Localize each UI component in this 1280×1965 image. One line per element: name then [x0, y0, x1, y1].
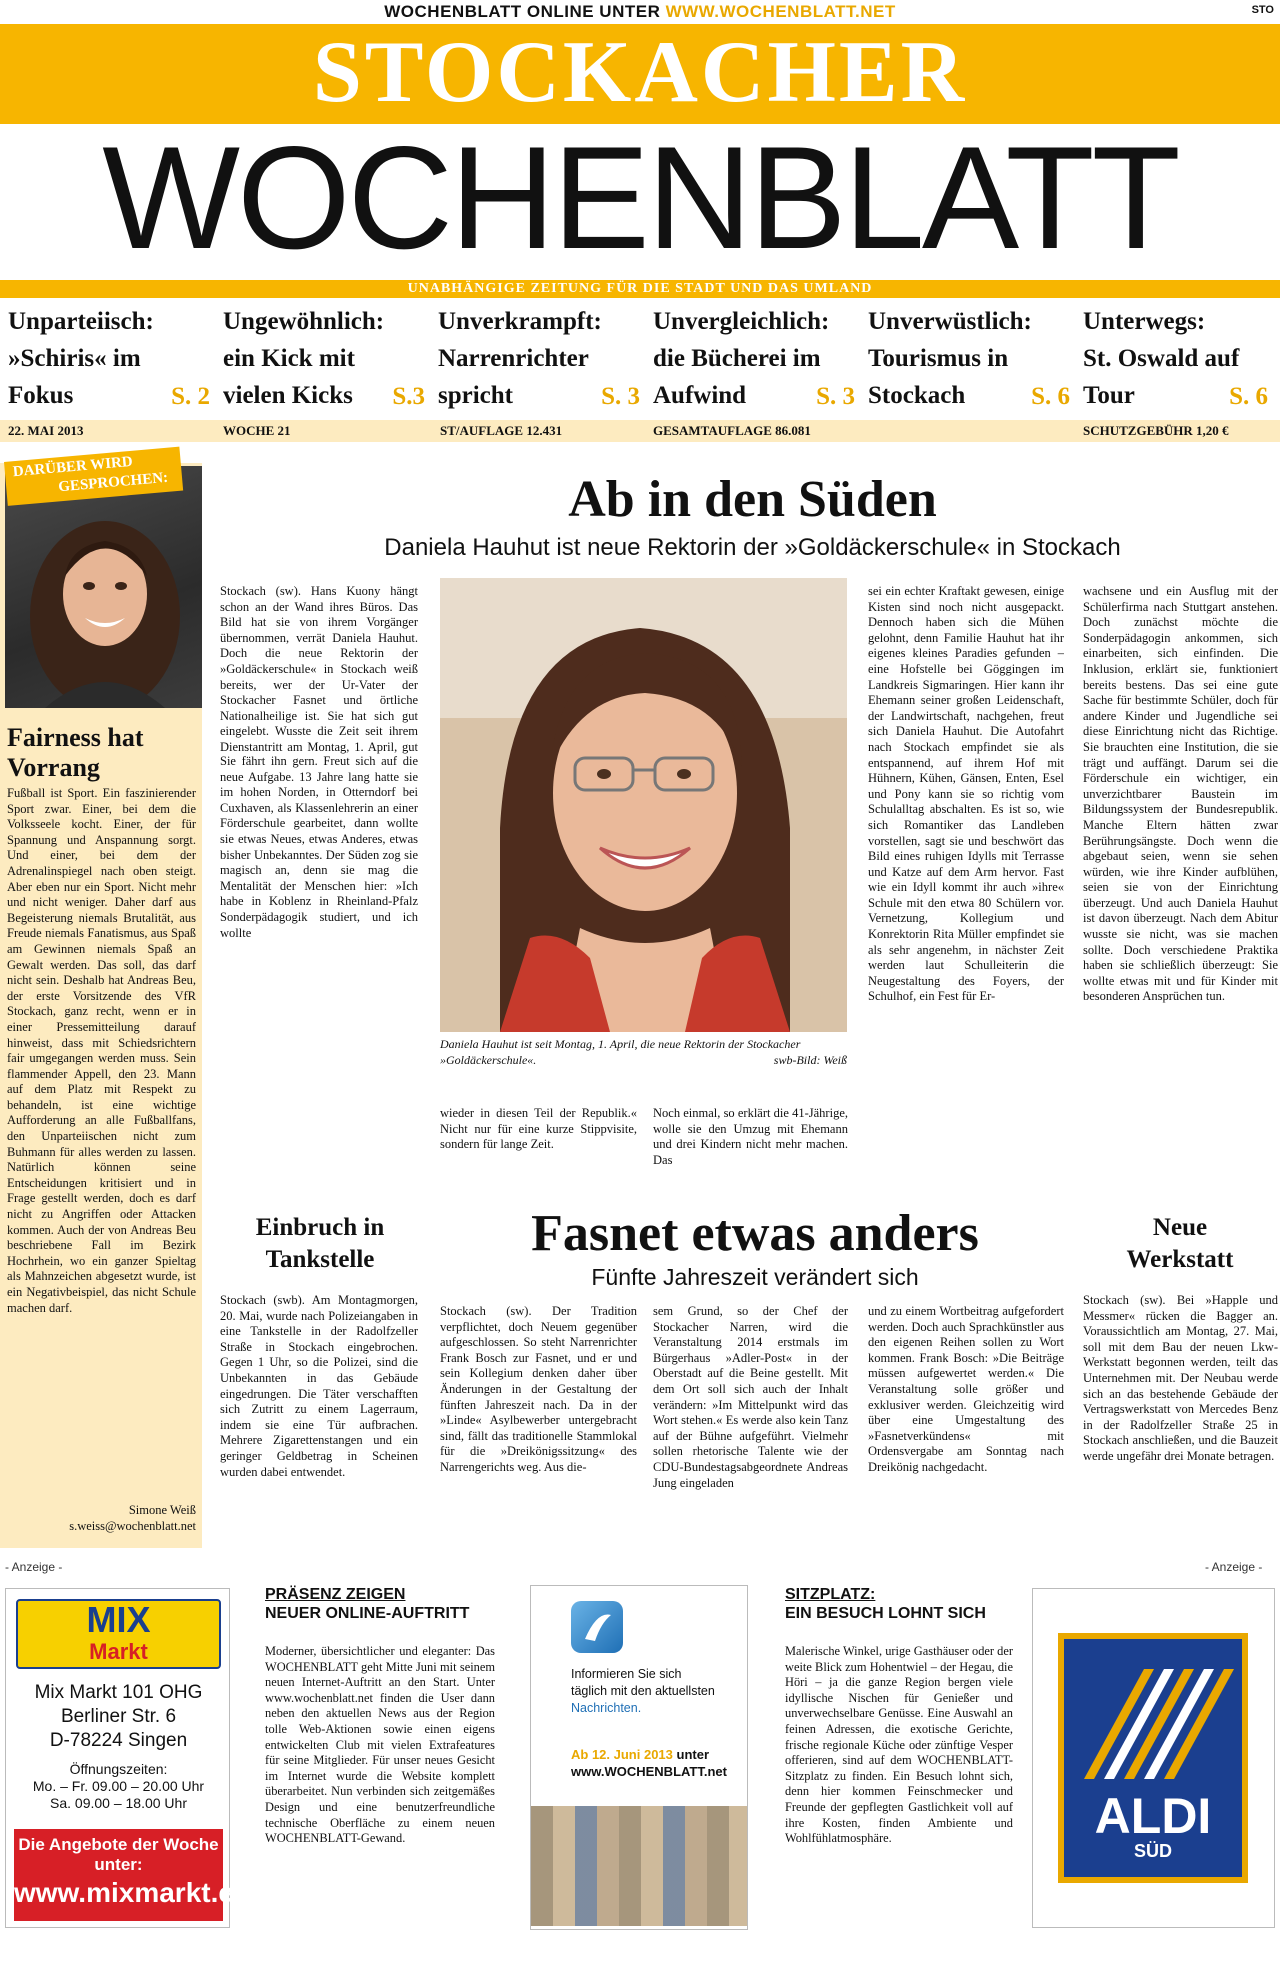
seat-kicker: SITZPLATZ:: [785, 1586, 876, 1603]
mixmarkt-logo-text: MIX: [86, 1599, 151, 1640]
mixmarkt-city: D-78224 Singen: [49, 1730, 188, 1751]
workshop-body: Stockach (sw). Bei »Happle und Messmer« rücken die Bagger an. Voraussichtlich am Montag, 27. Mai, soll mit dem Bau der neuen Lkw-Werkstatt begonnen werden, teilt das Unternehmen mit. Der Neubau werde sich an das bestehende Gebäude der Vertragswerkstatt von Mercedes Benz in der Radolfzeller Straße 25 in Stockach anschließen, und die Bauzeit werde ungefähr drei Monate betragen.: [1083, 1293, 1278, 1463]
teaser-line: Unverwüstlich:: [868, 308, 1032, 335]
mixmarkt-logo-sub: Markt: [89, 1639, 148, 1664]
lead-col2: wieder in diesen Teil der Republik.« Nicht nur für eine kurze Stippvisite, sondern für lange Zeit.: [440, 1106, 637, 1152]
tagline: UNABHÄNGIGE ZEITUNG FÜR DIE STADT UND DAS UMLAND: [407, 281, 873, 296]
teaser-line: Fokus: [8, 382, 74, 409]
issue-circulation: ST/AUFLAGE 12.431: [440, 423, 563, 438]
teaser-line: Aufwind: [653, 382, 747, 409]
issue-date: 22. MAI 2013: [8, 423, 84, 438]
teaser-1[interactable]: [8, 303, 220, 415]
seat-body: Malerische Winkel, urige Gasthäuser oder der weite Blick zum Hohentwiel – der Hegau, die Höri – ja die ganze Region bergen viele idyllische Nischen für Genießer und unverwechselbare Genüsse. Eine Auswahl an feinen Adressen, die exotische Gerichte, frische regionale Küche oder zünftige Vesper offerieren, sind auf dem WOCHENBLATT-Sitzplatz zu finden. Ein Besuch lohnt sich, denn hier kommen Feinschmecker und Freunde der gepflegten Gastlichkeit voll auf ihre Kosten, finden Ambiente und Wohlfühlatmosphäre.: [785, 1644, 1013, 1846]
teaser-page: S. 3: [601, 383, 640, 410]
issue-total-circulation: GESAMTAUFLAGE 86.081: [653, 423, 811, 438]
mixmarkt-url-link[interactable]: www.mixmarkt.eu: [14, 1877, 252, 1908]
wochenblatt-promo[interactable]: [530, 1585, 748, 1930]
teaser-line: St. Oswald auf: [1083, 345, 1240, 372]
column-email-link[interactable]: s.weiss@wochenblatt.net: [69, 1519, 196, 1533]
teaser-line: »Schiris« im: [8, 345, 141, 372]
lead-photo: [440, 578, 847, 1032]
mixmarkt-logo: [16, 1599, 221, 1669]
teaser-page: S. 3: [816, 383, 855, 410]
fasnet-subhead: Fünfte Jahreszeit verändert sich: [591, 1264, 919, 1290]
teaser-4[interactable]: [653, 303, 865, 415]
online-heading: [265, 1585, 515, 1623]
mixmarkt-hours-title: Öffnungszeiten:: [69, 1761, 168, 1777]
lead-col3: Noch einmal, so erklärt die 41-Jährige, wolle sie den Umzug mit Ehemann und drei Kindern nicht mehr machen. Das: [653, 1106, 848, 1167]
photo-credit: swb-Bild: Weiß: [773, 1053, 847, 1067]
app-icon: [571, 1601, 623, 1653]
kicker-line: GESPROCHEN:: [57, 469, 169, 496]
teaser-page: S.3: [392, 383, 425, 410]
fasnet-col3: und zu einem Wortbeitrag aufgefordert werden. Doch auch Sprachkünstler aus den eigenen Reihen sollen zu Wort kommen. Frank Bosch: »Die Beiträge müssen aufgewertet werden.« Die Veranstaltung solle größer und exklusiver werden. Gleichzeitig wird über eine Umgestaltung des »Fasnetverkündens« mit Ordensvergabe am Sonntag nach Dreikönig nachgedacht.: [868, 1304, 1064, 1474]
teaser-line: die Bücherei im: [653, 345, 821, 372]
issue-info-bar: [0, 420, 1280, 442]
promo-line: Nachrichten.: [571, 1701, 642, 1715]
fasnet-col1: Stockach (sw). Der Tradition verpflichtet, doch Neuem gegenüber aufgeschlossen. So steht Narrenrichter Frank Bosch zur Fasnet, und er und sein Kollegium denken daher über Änderungen in der Gestaltung der fünften Jahreszeit nach. Da in der »Linde« Asylbewerber untergebracht sind, fällt das traditionelle Stammlokal für die »Dreikönigssitzung« des Narrengerichts weg. Aus die-: [440, 1304, 637, 1474]
online-kicker: PRÄSENZ ZEIGEN: [265, 1586, 406, 1603]
masthead-top-text: WOCHENBLATT ONLINE UNTER: [384, 2, 661, 21]
burglary-title-line: Tankstelle: [265, 1246, 375, 1273]
lead-caption: [440, 1036, 847, 1068]
burglary-title-line: Einbruch in: [255, 1214, 385, 1241]
column-title-line: Vorrang: [7, 753, 100, 782]
promo-text: [571, 1666, 741, 1717]
lead-col1b: Sie fährt ihn gern. Freut sich auf die neue Aufgabe. 13 Jahre lang hatte sie im hohen Norden, in Otterndorf bei Cuxhaven, als Klassenlehrerin an einer Förderschule gearbeitet, dann wollte sie etwas Neues, etwas Anderes, etwas bisher Unbekanntes. Der Süden zog sie magisch an, denn sie mag die Mentalität der Menschen hier: »Ich habe in Koblenz in Rheinland-Pfalz Sonderpädagogik studiert, und ich wollte: [220, 754, 418, 940]
mixmarkt-offer-line: Die Angebote der Woche: [18, 1835, 219, 1854]
fasnet-col2: sem Grund, so der Chef der Stockacher Narren, wird die Veranstaltung 2014 erstmals im Bürgerhaus »Adler-Post« in der Oberstadt auf die Beine gestellt. Mit dem Ort soll sich auch der Inhalt verändern: »Im Mittelpunkt wird das Wort stehen.« Es werde also kein Tanz auf der Bühne aufgeführt. Vielmehr sollen rhetorische Talente wie der CDU-Bundestagsabgeordnete Andreas Jung eingeladen: [653, 1304, 848, 1490]
lead-col5: wachsene und ein Ausflug mit der Schülerfirma nach Stuttgart anstehen. Doch zunächst möchte die Sonderpädagogin ankommen, sich einarbeiten, sich einfinden. Die Inklusion, erklärt sie, funktioniert bereits bestens. Das sei eine gute Sache für bestimmte Schüler, doch für andere Kinder und Jugendliche sei diese Einrichtung nicht das Richtige. Sie brauchten eine Institution, die sie trägt und auffängt. Darum sei die Förderschule ein wichtiger, ein unverzichtbarer Baustein im Bildungssystem der Bundesrepublik. Manche Eltern hätten zwar Berührungsängste. Doch wenn die abgebaut seien, wenn sie sehen würden, wie ihre Kinder aufblühen, seien sie von der Einrichtung überzeugt. Und auch Daniela Hauhut ist davon überzeugt. Nach dem Abitur wusste sie nicht, was sie machen sollte. Doch verschiedene Praktika haben sie schließlich überzeugt: Sie wollte etwas mit und für Kinder mit besonderen Ansprüchen tun.: [1083, 584, 1278, 1004]
column-body: Fußball ist Sport. Ein faszinierender Sport zwar. Einer, bei dem die Volksseele kocht. Einer, der für Spannung und Anspannung sorgt. Und einer, bei dem der Adrenalinspiegel nach oben steigt. Aber eben nur ein Sport. Nicht mehr und nicht weniger. Daher darf aus Begeisterung niemals Brutalität, aus Freude niemals Fanatismus, aus Spaß am Gewinnen niemals Spaß an Gewalt werden. Das soll, das darf nicht sein. Deshalb hat Andreas Beu, der erste Vorsitzende des VfR Stockach, ganz recht, wenn er in einer Pressemitteilung darauf hinweist, dass mit Schiedsrichtern fair umgegangen werden muss. Sein flammender Appell, den 23. Mann auf dem Platz mit Respekt zu behandeln, ist eine wichtige Aufforderung an alle Fußballfans, den Unparteiischen nicht zum Buhmann für alles werden zu lassen. Natürlich können seine Entscheidungen kritisiert und in Frage gestellt werden, doch es darf nicht zu Angriffen oder Attacken kommen. Auch der von Andreas Beu beschriebene Fall im Bezirk Hochrhein, wo ein ganzer Spieltag als Mahnzeichen abgesetzt wurde, ist ein Negativbeispiel, das nicht Schule machen darf.: [7, 786, 196, 1315]
column-title: [7, 723, 197, 783]
mixmarkt-street: Berliner Str. 6: [60, 1706, 177, 1727]
aldi-ad[interactable]: [1032, 1588, 1275, 1928]
aldi-sub: SÜD: [1133, 1841, 1172, 1861]
promo-under: unter: [676, 1747, 710, 1762]
teaser-5[interactable]: [868, 303, 1080, 415]
aldi-logo: [1058, 1633, 1248, 1883]
ad-label-right: - Anzeige -: [1205, 1560, 1263, 1574]
column-title-line: Fairness hat: [7, 723, 144, 752]
teaser-3[interactable]: [438, 303, 650, 415]
promo-url-link[interactable]: www.WOCHENBLATT.net: [571, 1764, 727, 1779]
teaser-line: Unterwegs:: [1083, 308, 1206, 335]
promo-line: Informieren Sie sich: [571, 1667, 682, 1681]
lead-col4: sei ein echter Kraftakt gewesen, einige Kisten sind noch nicht ausgepackt. Dennoch haben sich die Mühen gelohnt, denn Familie Hauhut hat ihr eigenes kleines Paradies gefunden – eine Hofstelle bei Göggingen im Landkreis Sigmaringen. Hier kann ihr Ehemann seiner großen Leidenschaft, der Landwirtschaft, nachgehen, freut sich Daniela Hauhut. Die Autofahrt nach Stockach empfindet sie als entspannend, auf ihrem Hof mit Hühnern, Kühen, Gänsen, Enten, Esel und Pony kann sie so richtig vom Schulalltag abschalten. Es ist so, wie sich Romantiker das Landleben vorstellen, sagt sie und beschwört das Bild eines ruhigen Idylls mit Terrasse und Katze auf dem Arm hervor. Fast wie ein Idyll kommt ihr auch »ihre« Schule mit den etwa 80 Schülern vor. Vernetzung, Kollegium und Konrektorin Rita Müller empfindet sie als sehr angenehm, in nächster Zeit werden laut Schulleiterin die Neugestaltung des Foyers, der Schulhof, ein Fest für Er-: [868, 584, 1064, 1004]
lead-subhead: Daniela Hauhut ist neue Rektorin der »Goldäckerschule« in Stockach: [384, 534, 1121, 561]
teaser-page: S. 2: [171, 383, 210, 410]
issue-week: WOCHE 21: [223, 423, 291, 438]
aldi-name: ALDI: [1094, 1788, 1212, 1844]
masthead-url-link[interactable]: WWW.WOCHENBLATT.NET: [665, 2, 896, 21]
issue-fee: SCHUTZGEBÜHR 1,20 €: [1083, 423, 1229, 438]
fasnet-headline: Fasnet etwas anders: [531, 1205, 979, 1262]
mixmarkt-offer-line: unter:: [94, 1855, 143, 1874]
teaser-line: Tour: [1083, 382, 1135, 409]
kicker-line: DARÜBER WIRD: [12, 453, 134, 481]
rector-portrait-icon: [440, 578, 847, 1032]
teaser-page: S. 6: [1229, 383, 1268, 410]
workshop-title-line: Werkstatt: [1126, 1246, 1234, 1273]
column-signature: [7, 1502, 196, 1534]
mixmarkt-hours-weekday: Mo. – Fr. 09.00 – 20.00 Uhr: [32, 1778, 205, 1794]
burglary-body: Stockach (swb). Am Montagmorgen, 20. Mai, wurde nach Polizeiangaben in eine Tankstelle in der Radolfzeller Straße in Stockach eingebrochen. Gegen 1 Uhr, so die Polizei, sind die Unbekannten in das Gebäude eingedrungen. Die Täter verschafften sich Zutritt zu einem Lagerraum, indem sie eine Tür aufbrachen. Mehrere Zigarettenstangen und ein geringer Geldbetrag in Scheinen wurden dabei entwendet.: [220, 1293, 418, 1479]
ad-label-left: - Anzeige -: [5, 1560, 63, 1574]
lead-headline: Ab in den Süden: [568, 471, 937, 528]
teaser-line: ein Kick mit: [223, 345, 355, 372]
online-title: NEUER ONLINE-AUFTRITT: [265, 1605, 470, 1622]
seat-title: EIN BESUCH LOHNT SICH: [785, 1605, 986, 1622]
mixmarkt-hours-saturday: Sa. 09.00 – 18.00 Uhr: [50, 1795, 187, 1811]
online-body: Moderner, übersichtlicher und eleganter: Das WOCHENBLATT geht Mitte Juni mit seinem neuen Internet-Auftritt an den Start. Unter www.wochenblatt.net finden die User dann neben den aktuellen News aus der Region tolle Web-Aktionen sowie einen eigens entwickelten Club mit vielen Extrafeatures für seine Mitglieder. Für unser neues Gesicht im Internet wurde die Website komplett überarbeitet. Nun verbinden sich zeitgemäßes Design und eine benutzerfreundliche technische Oberfläche zu einem neuen WOCHENBLATT-Gewand.: [265, 1644, 495, 1846]
teaser-line: vielen Kicks: [223, 382, 353, 409]
workshop-title-line: Neue: [1152, 1214, 1208, 1241]
mixmarkt-ad[interactable]: [5, 1588, 252, 1928]
teaser-2[interactable]: [223, 303, 435, 415]
seat-heading: [785, 1585, 1035, 1623]
aldi-stripes-icon: [1064, 1639, 1242, 1789]
promo-filmstrip-image: [531, 1806, 747, 1926]
mixmarkt-name: Mix Markt 101 OHG: [34, 1682, 203, 1703]
teaser-6[interactable]: [1083, 303, 1278, 415]
teaser-page: S. 6: [1031, 383, 1070, 410]
teaser-line: Ungewöhnlich:: [223, 308, 385, 335]
teaser-line: Unverkrampft:: [438, 308, 602, 335]
promo-line: täglich mit den aktuellsten: [571, 1684, 715, 1698]
workshop-title: [1080, 1212, 1280, 1276]
teaser-line: Stockach: [868, 382, 966, 409]
lead-col1: Stockach (sw). Hans Kuony hängt schon an der Wand ihres Büros. Das Bild hat sie von ihrem Vorgänger übernommen, verrät Daniela Hauhut. Doch die neue Rektorin der »Goldäckerschule« in Stockach weiß bereits, wer der Ur-Vater der Stockacher Fasnet und örtliche Nationalheilige ist. Sie hat sich gut eingelebt. Wusste die Zeit seit ihrem Dienstantritt am Montag, 1. April, gut: [220, 584, 418, 754]
teaser-line: Tourismus in: [868, 345, 1009, 372]
caption-text: Daniela Hauhut ist seit Montag, 1. April, die neue Rektorin der Stockacher »Goldäckerschule«.: [440, 1037, 801, 1067]
edition-code: STO: [1251, 4, 1274, 16]
teaser-line: spricht: [438, 382, 513, 409]
masthead-name-line2: WOCHENBLATT: [102, 116, 1178, 279]
promo-date-block: [571, 1746, 746, 1780]
masthead-name-line1: STOCKACHER: [312, 24, 968, 121]
mixmarkt-offer-box: [14, 1829, 252, 1921]
teaser-line: Unparteiisch:: [8, 308, 154, 335]
promo-date: Ab 12. Juni 2013: [571, 1747, 673, 1762]
burglary-title: [215, 1212, 425, 1276]
column-author: Simone Weiß: [128, 1503, 196, 1517]
teaser-line: Narrenrichter: [438, 345, 589, 372]
teaser-line: Unvergleichlich:: [653, 308, 830, 335]
